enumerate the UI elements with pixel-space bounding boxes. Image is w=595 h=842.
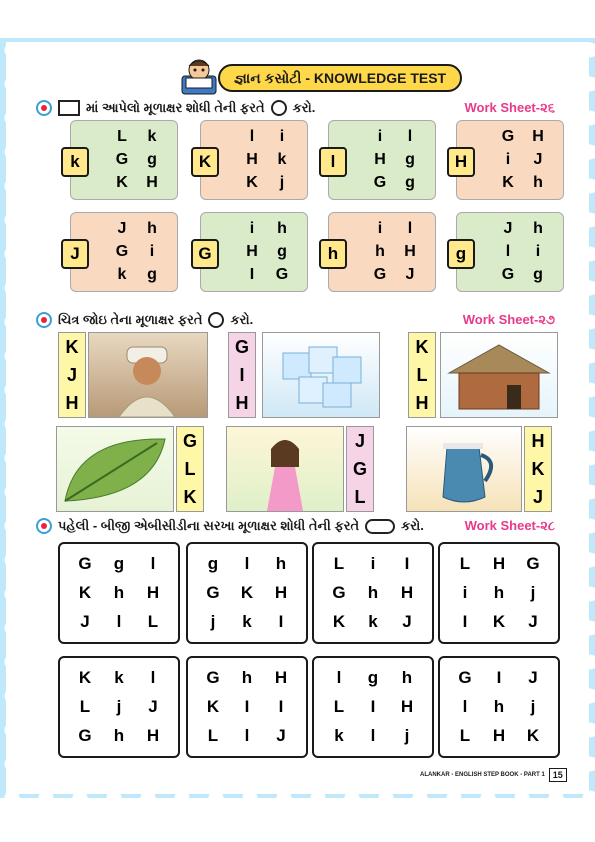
card-letter-grid [365, 125, 425, 195]
box-letter[interactable]: G [206, 582, 220, 602]
box-letter[interactable]: i [462, 582, 468, 602]
box-letter[interactable]: h [367, 582, 379, 602]
box-letter-grid [68, 550, 170, 636]
box-letter[interactable]: L [459, 554, 471, 574]
card-letter[interactable]: G [373, 174, 387, 192]
card-letter[interactable]: i [377, 127, 383, 145]
key-letter-box: H [447, 147, 475, 177]
key-letter-box: J [61, 239, 89, 269]
card-letter-grid [107, 217, 167, 287]
box-letter[interactable]: H [400, 696, 414, 716]
card-letter[interactable]: h [147, 219, 157, 237]
king-image [88, 332, 208, 418]
strip-letter[interactable]: H [65, 392, 79, 413]
letter-strip [408, 332, 436, 418]
letter-card [70, 120, 178, 200]
oval-symbol-icon [365, 519, 395, 534]
box-letter-grid [322, 664, 424, 750]
card-letter[interactable]: g [147, 150, 157, 168]
letter-box [438, 542, 560, 644]
card-letter[interactable]: i [535, 242, 541, 260]
section3-text-end: કરો. [401, 518, 424, 533]
card-letter[interactable]: h [533, 174, 543, 192]
card-letter[interactable]: I [249, 266, 255, 284]
box-letter[interactable]: h [275, 554, 287, 574]
box-letter[interactable]: j [210, 611, 216, 631]
card-letter[interactable]: K [502, 174, 514, 192]
box-letter[interactable]: I [496, 668, 502, 688]
card-letter[interactable]: K [246, 174, 258, 192]
ice-illustration [263, 333, 379, 417]
card-letter[interactable]: k [277, 150, 287, 168]
card-letter[interactable]: i [279, 127, 285, 145]
key-letter-box: G [191, 239, 219, 269]
box-letter[interactable]: G [332, 582, 346, 602]
box-letter[interactable]: J [276, 725, 286, 745]
bullet-icon [36, 312, 52, 328]
strip-letter[interactable]: H [531, 430, 545, 451]
box-letter[interactable]: K [526, 725, 540, 745]
bullet-icon [36, 100, 52, 116]
boy-reading-icon [178, 56, 222, 96]
card-letter[interactable]: H [404, 242, 416, 260]
key-letter-box: h [319, 239, 347, 269]
card-letter[interactable]: k [117, 266, 127, 284]
card-letter[interactable]: G [115, 150, 129, 168]
card-letter[interactable]: i [377, 219, 383, 237]
box-letter[interactable]: L [207, 725, 219, 745]
section3-instruction [36, 516, 424, 536]
box-letter[interactable]: G [78, 554, 92, 574]
box-letter[interactable]: K [78, 582, 92, 602]
card-letter[interactable]: J [405, 266, 415, 284]
box-letter[interactable]: j [404, 725, 410, 745]
box-letter[interactable]: H [274, 668, 288, 688]
box-letter[interactable]: G [526, 554, 540, 574]
strip-letter[interactable]: J [66, 364, 77, 385]
leaf-image [56, 426, 174, 512]
box-letter[interactable]: H [400, 582, 414, 602]
card-letter[interactable]: h [277, 219, 287, 237]
letter-box [312, 542, 434, 644]
strip-letter[interactable]: L [416, 364, 428, 385]
box-letter[interactable]: j [116, 696, 122, 716]
letter-box [438, 656, 560, 758]
card-letter[interactable]: j [279, 174, 285, 192]
box-letter[interactable]: H [146, 725, 160, 745]
king-illustration [89, 333, 207, 417]
strip-letter[interactable]: G [234, 336, 249, 357]
letter-card [456, 120, 564, 200]
card-letter[interactable]: H [374, 150, 386, 168]
box-letter[interactable]: h [241, 668, 253, 688]
strip-letter[interactable]: K [531, 458, 545, 479]
box-letter[interactable]: l [150, 554, 156, 574]
letter-box [58, 542, 180, 644]
card-letter[interactable]: k [147, 127, 157, 145]
box-letter-grid [448, 664, 550, 750]
card-letter[interactable]: J [503, 219, 513, 237]
card-letter-grid [493, 125, 553, 195]
strip-letter[interactable]: H [235, 392, 249, 413]
letter-card [328, 212, 436, 292]
card-letter[interactable]: G [501, 266, 515, 284]
leaf-illustration [57, 427, 173, 511]
strip-letter[interactable]: G [352, 458, 367, 479]
box-letter[interactable]: H [492, 554, 506, 574]
card-letter[interactable]: i [249, 219, 255, 237]
letter-strip [176, 426, 204, 512]
box-letter[interactable]: h [113, 582, 125, 602]
key-letter-box: l [319, 147, 347, 177]
box-letter-grid [322, 550, 424, 636]
box-letter[interactable]: G [78, 725, 92, 745]
card-letter[interactable]: h [375, 242, 385, 260]
card-letter[interactable]: H [246, 242, 258, 260]
strip-letter[interactable]: J [354, 430, 365, 451]
strip-letter[interactable]: I [239, 364, 245, 385]
worksheet-label-26: Work Sheet-૨૬ [464, 100, 555, 115]
box-letter[interactable]: L [147, 611, 159, 631]
box-letter[interactable]: L [79, 696, 91, 716]
section1-text-end: કરો. [292, 100, 316, 115]
box-letter[interactable]: J [528, 668, 538, 688]
card-letter-grid [237, 217, 297, 287]
box-letter[interactable]: g [367, 668, 379, 688]
card-letter[interactable]: g [405, 150, 415, 168]
box-letter[interactable]: l [370, 725, 376, 745]
box-letter[interactable]: K [78, 668, 92, 688]
worksheet-label-28: Work Sheet-૨૮ [464, 518, 555, 533]
card-letter[interactable]: K [116, 174, 128, 192]
box-letter[interactable]: h [113, 725, 125, 745]
card-letter[interactable]: J [533, 150, 543, 168]
girl-image [226, 426, 344, 512]
card-letter[interactable]: G [115, 242, 129, 260]
box-letter[interactable]: l [336, 668, 342, 688]
box-letter[interactable]: k [334, 725, 344, 745]
card-letter-grid [237, 125, 297, 195]
page-number: 15 [549, 768, 567, 782]
letter-box [186, 542, 308, 644]
box-letter[interactable]: G [458, 668, 472, 688]
box-letter[interactable]: j [530, 696, 536, 716]
box-letter[interactable]: L [459, 725, 471, 745]
box-letter[interactable]: k [368, 611, 378, 631]
card-letter[interactable]: l [407, 127, 413, 145]
box-letter[interactable]: K [492, 611, 506, 631]
card-letter[interactable]: l [407, 219, 413, 237]
box-letter[interactable]: h [401, 668, 413, 688]
card-letter-grid [365, 217, 425, 287]
card-letter[interactable]: G [501, 127, 515, 145]
strip-letter[interactable]: H [415, 392, 429, 413]
box-letter[interactable]: J [402, 611, 412, 631]
box-letter[interactable]: K [332, 611, 346, 631]
bullet-icon [36, 518, 52, 534]
box-letter[interactable]: I [404, 554, 410, 574]
card-letter[interactable]: l [505, 242, 511, 260]
box-letter[interactable]: J [528, 611, 538, 631]
circle-symbol-icon [271, 100, 287, 116]
box-letter[interactable]: I [278, 696, 284, 716]
worksheet-label-27: Work Sheet-૨૭ [462, 312, 555, 327]
jug-image [406, 426, 522, 512]
section2-text: ચિત્ર જોઇ તેના મૂળાક્ષર ફરતે [58, 312, 203, 327]
letter-card [200, 120, 308, 200]
card-letter[interactable]: L [117, 127, 127, 145]
box-letter[interactable]: I [370, 696, 376, 716]
strip-letter[interactable]: K [415, 336, 429, 357]
card-letter[interactable]: g [533, 266, 543, 284]
card-letter[interactable]: l [249, 127, 255, 145]
card-letter[interactable]: H [146, 174, 158, 192]
letter-card [328, 120, 436, 200]
box-letter[interactable]: h [493, 696, 505, 716]
box-letter[interactable]: H [492, 725, 506, 745]
letter-card [200, 212, 308, 292]
letter-strip [228, 332, 256, 418]
footer-text: ALANKAR - ENGLISH STEP BOOK - PART 1 [420, 772, 545, 778]
box-letter[interactable]: K [206, 696, 220, 716]
card-letter[interactable]: G [275, 266, 289, 284]
box-letter[interactable]: g [113, 554, 125, 574]
ice-cubes-image [262, 332, 380, 418]
card-letter[interactable]: h [533, 219, 543, 237]
box-letter[interactable]: l [244, 725, 250, 745]
strip-letter[interactable]: L [184, 458, 196, 479]
title-banner [178, 56, 448, 96]
card-letter[interactable]: g [405, 174, 415, 192]
jug-illustration [407, 427, 521, 511]
page-footer [420, 768, 567, 782]
box-letter[interactable]: I [278, 611, 284, 631]
box-letter[interactable]: L [333, 696, 345, 716]
box-letter[interactable]: g [207, 554, 219, 574]
letter-card [70, 212, 178, 292]
section2-instruction [36, 310, 253, 330]
box-letter[interactable]: i [370, 554, 376, 574]
box-letter[interactable]: K [240, 582, 254, 602]
box-letter[interactable]: H [274, 582, 288, 602]
title-english: KNOWLEDGE TEST [313, 70, 447, 86]
box-letter[interactable]: k [242, 611, 252, 631]
letter-card [456, 212, 564, 292]
box-letter[interactable]: l [150, 668, 156, 688]
key-letter-box: K [191, 147, 219, 177]
section1-text: માં આપેલો મૂળાક્ષર શોધી તેની ફરતે [86, 100, 265, 115]
box-letter[interactable]: k [114, 668, 124, 688]
box-letter[interactable]: J [80, 611, 90, 631]
box-letter[interactable]: j [530, 582, 536, 602]
strip-letter[interactable]: K [65, 336, 79, 357]
hut-image [440, 332, 558, 418]
letter-strip [346, 426, 374, 512]
letter-box [186, 656, 308, 758]
letter-box [58, 656, 180, 758]
card-letter[interactable]: i [149, 242, 155, 260]
box-letter[interactable]: l [244, 554, 250, 574]
box-letter-grid [196, 550, 298, 636]
box-letter[interactable]: l [116, 611, 122, 631]
box-letter[interactable]: I [244, 696, 250, 716]
strip-letter[interactable]: G [182, 430, 197, 451]
card-letter[interactable]: g [277, 242, 287, 260]
strip-letter[interactable]: K [183, 486, 197, 507]
card-letter-grid [107, 125, 167, 195]
box-letter[interactable]: l [462, 696, 468, 716]
circle-symbol-icon [208, 312, 224, 328]
title-gujarati: જ્ઞાન કસોટી [234, 69, 302, 86]
hut-illustration [441, 333, 557, 417]
section3-text: પહેલી - બીજી એબીસીડીના સરખા મૂળાક્ષર શોધી તેની ફરતે [58, 518, 360, 533]
section1-instruction [36, 98, 315, 118]
box-letter[interactable]: I [462, 611, 468, 631]
letter-box [312, 656, 434, 758]
box-letter-grid [448, 550, 550, 636]
title-separator: - [301, 70, 314, 86]
girl-illustration [227, 427, 343, 511]
strip-letter[interactable]: J [532, 486, 543, 507]
box-letter[interactable]: L [333, 554, 345, 574]
card-letter[interactable]: H [532, 127, 544, 145]
card-letter[interactable]: J [117, 219, 127, 237]
square-symbol-icon [58, 100, 80, 116]
box-letter-grid [196, 664, 298, 750]
letter-strip [524, 426, 552, 512]
box-letter-grid [68, 664, 170, 750]
box-letter[interactable]: h [493, 582, 505, 602]
card-letter[interactable]: i [505, 150, 511, 168]
box-letter[interactable]: J [148, 696, 158, 716]
card-letter[interactable]: g [147, 266, 157, 284]
card-letter-grid [493, 217, 553, 287]
strip-letter[interactable]: L [354, 486, 366, 507]
letter-strip [58, 332, 86, 418]
key-letter-box: k [61, 147, 89, 177]
key-letter-box: g [447, 239, 475, 269]
card-letter[interactable]: H [246, 150, 258, 168]
box-letter[interactable]: G [206, 668, 220, 688]
page-title [218, 64, 462, 92]
card-letter[interactable]: G [373, 266, 387, 284]
section2-text-end: કરો. [230, 312, 254, 327]
box-letter[interactable]: H [146, 582, 160, 602]
